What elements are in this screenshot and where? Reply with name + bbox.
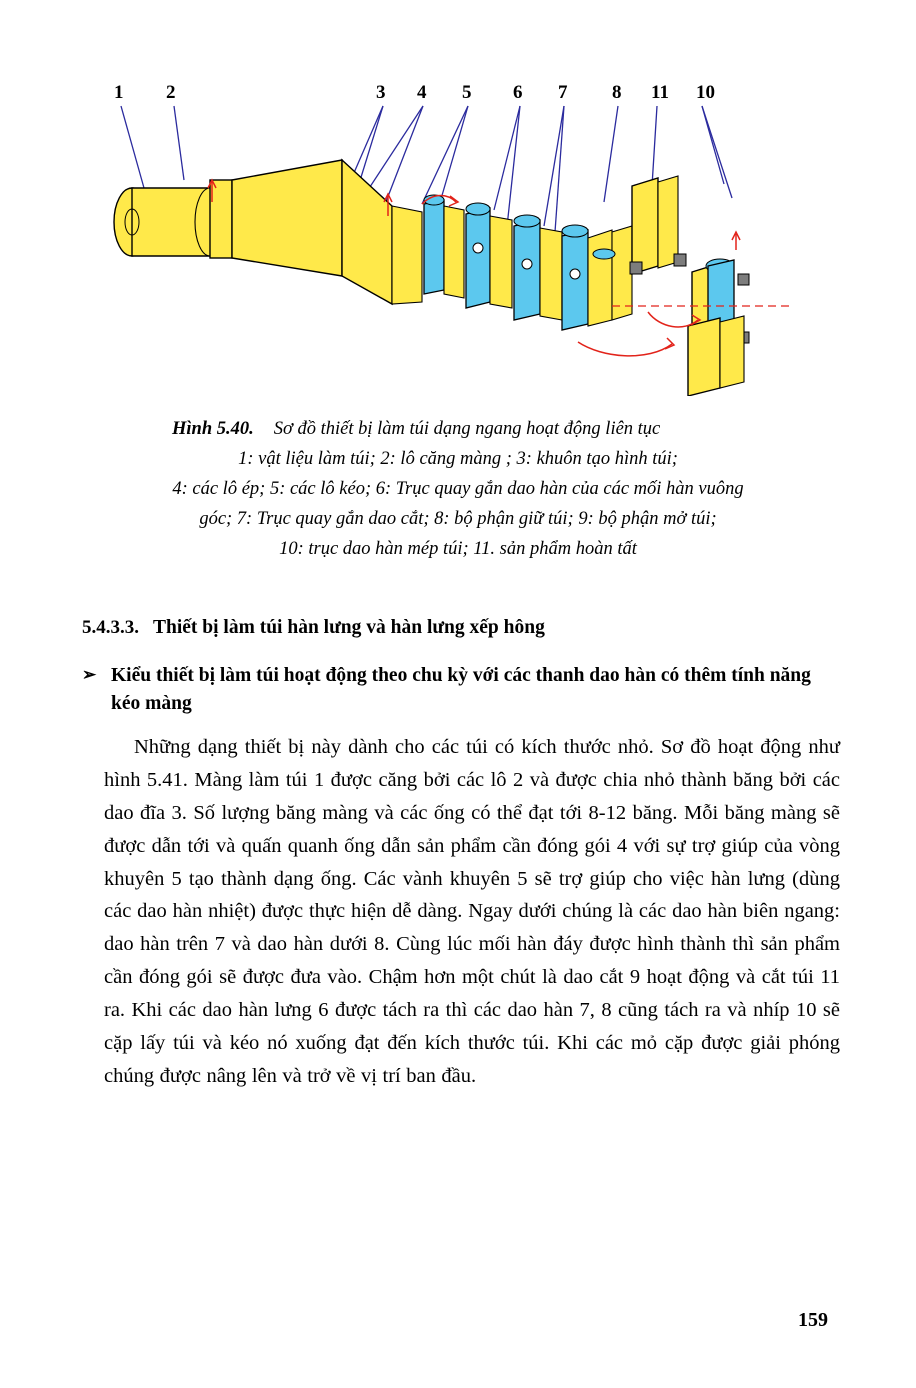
svg-text:7: 7 (558, 82, 568, 103)
page-number: 159 (798, 1309, 828, 1331)
bag-opener-9 (688, 316, 744, 396)
bullet-heading (82, 662, 834, 717)
cutter-roller-7 (588, 226, 632, 326)
svg-text:1: 1 (114, 82, 124, 103)
figure-title: Sơ đồ thiết bị làm túi dạng ngang hoạt động liên tục (273, 419, 661, 439)
section-title: Thiết bị làm túi hàn lưng và hàn lưng xếp hông (153, 617, 545, 638)
caption-legend-line-2: 4: các lô ép; 5: các lô kéo; 6: Trục quay gắn dao hàn của các mối hàn vuông (172, 478, 744, 499)
section-heading (82, 617, 842, 639)
figure-illustration (92, 76, 822, 396)
svg-text:10: 10 (696, 82, 715, 103)
svg-text:2: 2 (166, 82, 176, 103)
svg-text:11: 11 (651, 82, 669, 103)
figure-caption (80, 415, 836, 565)
forming-die (424, 195, 464, 298)
svg-text:8: 8 (612, 82, 622, 103)
figure-number: Hình 5.40. (172, 419, 254, 439)
pull-rollers (514, 215, 562, 320)
press-rollers (466, 203, 512, 308)
caption-legend-line-1: 1: vật liệu làm túi; 2: lô căng màng ; 3: khuôn tạo hình túi; (238, 448, 678, 469)
arrow-bullet-icon: ➢ (82, 665, 97, 684)
svg-text:6: 6 (513, 82, 523, 103)
caption-legend-line-3: góc; 7: Trục quay gắn dao cắt; 8: bộ phận giữ túi; 9: bộ phận mở túi; (199, 508, 717, 529)
caption-legend-line-4: 10: trục dao hàn mép túi; 11. sản phẩm hoàn tất (279, 538, 637, 559)
bag-holder-8 (630, 176, 686, 274)
film-roll (114, 188, 225, 256)
tension-roller (210, 160, 342, 276)
forming-web (342, 160, 422, 304)
svg-text:4: 4 (417, 82, 427, 103)
weld-roller-6 (562, 225, 588, 330)
caption-title-line (80, 415, 836, 445)
body-paragraph: Những dạng thiết bị này dành cho các túi có kích thước nhỏ. Sơ đồ hoạt động như hình 5.41. Màng làm túi 1 được căng bởi các lô 2 và được chia nhỏ thành băng bởi các dao đĩa 3. Số lượng băng màng và các ống có thể đạt tới 8-12 băng. Mỗi băng màng sẽ được dẫn tới và quấn quanh ống dẫn sản phẩm cần đóng gói 4 với sự trợ giúp của vòng khuyên 5 tạo thành dạng ống. Các vành khuyên 5 sẽ trợ giúp cho việc hàn lưng (dùng các dao hàn nhiệt) được thực hiện dễ dàng. Ngay dưới chúng là các dao hàn biên ngang: dao hàn trên 7 và dao hàn dưới 8. Cùng lúc mối hàn đáy được hình thành thì sản phẩm cần đóng gói sẽ được đưa vào. Chậm hơn một chút là dao cắt 9 hoạt động và cắt túi 11 ra. Khi các dao hàn lưng 6 được tách ra thì các dao hàn 7, 8 cũng tách ra và nhíp 10 sẽ cặp lấy túi và kéo nó xuống đạt đến kích thước túi. Khi các mỏ cặp được giải phóng chúng được nâng lên và trở về vị trí ban đầu. (104, 736, 840, 1087)
bullet-heading-text: Kiểu thiết bị làm túi hoạt động theo chu kỳ với các thanh dao hàn có thêm tính năng kéo màng (111, 665, 811, 714)
svg-text:3: 3 (376, 82, 386, 103)
section-number: 5.4.3.3. (82, 617, 139, 638)
svg-text:5: 5 (462, 82, 472, 103)
